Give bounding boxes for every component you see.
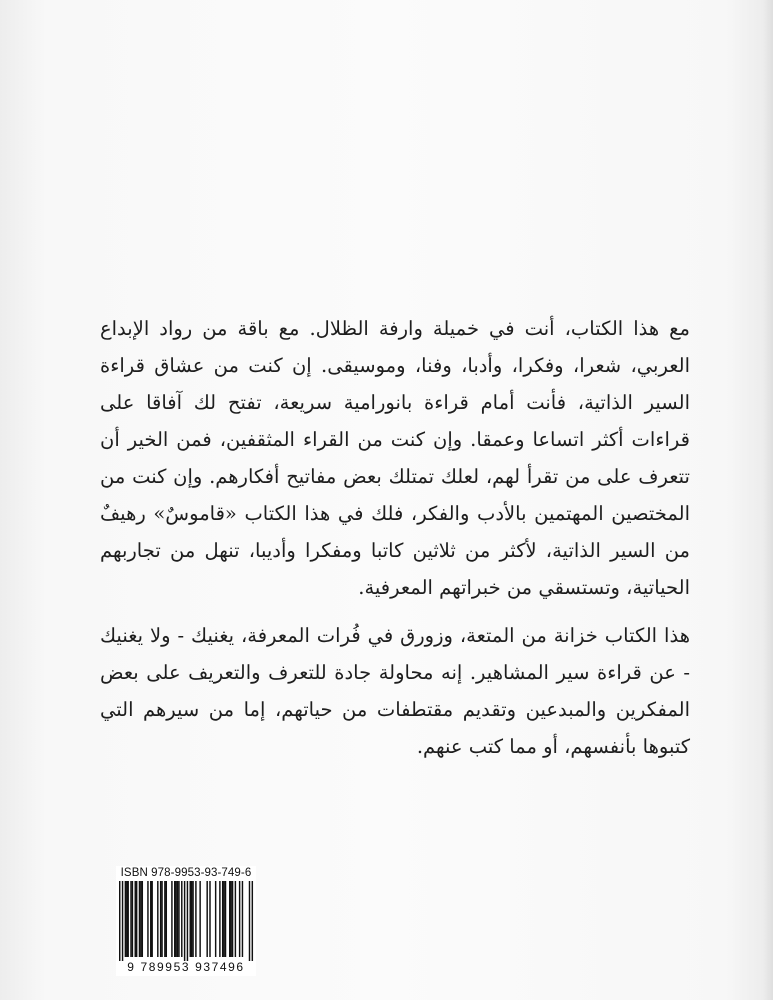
blurb-paragraph-2: هذا الكتاب خزانة من المتعة، وزورق في فُرات المعرفة، يغنيك - ولا يغنيك - عن قراءة سير المشاهير. إنه محاولة جادة للتعرف والتعريف على بعض المفكرين والمبدعين وتقديم مقتطفات من حياتهم، إما من سيرهم التي كتبوها بأنفسهم، أو مما كتب عنهم. xyxy=(100,624,690,758)
barcode-bar xyxy=(190,881,191,957)
barcode-bar xyxy=(164,881,165,957)
barcode-bar xyxy=(177,881,178,957)
barcode-bar xyxy=(229,881,230,957)
page-edge-shadow xyxy=(763,0,773,1000)
barcode-bar xyxy=(181,881,182,957)
barcode-bar xyxy=(150,881,151,957)
barcode-bar xyxy=(199,881,200,957)
barcode-bar xyxy=(232,881,233,957)
barcode-bar xyxy=(191,881,192,957)
barcode-bar xyxy=(239,881,240,957)
barcode-bar xyxy=(135,881,136,957)
barcode-bar xyxy=(140,881,141,957)
barcode-bar xyxy=(209,881,210,957)
barcode-bar xyxy=(122,881,123,961)
barcode-bar xyxy=(127,881,128,957)
barcode-bar xyxy=(132,881,133,957)
isbn-digits: 9 789953 937496 xyxy=(127,960,245,974)
barcode-bar xyxy=(222,881,223,957)
barcode-bar xyxy=(119,881,120,961)
barcode-bar xyxy=(174,881,175,957)
barcode-bar xyxy=(125,881,126,957)
barcode-bar xyxy=(175,881,176,957)
isbn-barcode-block xyxy=(116,866,256,976)
barcode-bar xyxy=(195,881,196,957)
barcode-icon xyxy=(118,881,254,961)
barcode-bar xyxy=(219,881,220,957)
barcode-bar xyxy=(161,881,162,957)
barcode-bar xyxy=(139,881,140,957)
barcode-bar xyxy=(147,881,148,957)
barcode-bar xyxy=(142,881,143,957)
barcode-bar xyxy=(187,881,188,961)
barcode-bar xyxy=(230,881,231,957)
isbn-label: ISBN 978-9953-93-749-6 xyxy=(120,867,252,879)
blurb-paragraph-1: مع هذا الكتاب، أنت في خميلة وارفة الظلال. مع باقة من رواد الإبداع العربي، شعرا، وفكرا، وأدبا، وفنا، وموسيقى. إن كنت من عشاق قراءة السير الذاتية، فأنت أمام قراءة بانورامية سريعة، تفتح لك آفاقا على قراءات أكثر اتساعا وعمقا. وإن كنت من القراء المثقفين، فمن الخير أن تتعرف على من تقرأ لهم، لعلك تمتلك بعض مفاتيح أفكارهم. وإن كنت من المختصين المهتمين بالأدب والفكر، فلك في هذا الكتاب «قاموسٌ» رهيفٌ من السير الذاتية، لأكثر من ثلاثين كاتبا ومفكرا وأديبا، تنهل من تجاربهم الحياتية، وتستسقي من خبراتهم المعرفية. xyxy=(100,317,690,599)
barcode-bar xyxy=(160,881,161,957)
barcode-bar xyxy=(242,881,243,957)
barcode-bar xyxy=(249,881,250,961)
barcode-bar xyxy=(157,881,158,957)
barcode-bar xyxy=(178,881,179,957)
barcode-bar xyxy=(151,881,152,957)
barcode-bar xyxy=(126,881,127,957)
barcode-bar xyxy=(215,881,216,957)
back-cover-blurb xyxy=(100,310,690,776)
barcode-bar xyxy=(171,881,172,957)
barcode-bar xyxy=(252,881,253,961)
barcode-bar xyxy=(184,881,185,961)
barcode-bar xyxy=(136,881,137,957)
barcode-bar xyxy=(206,881,207,957)
barcode-bar xyxy=(192,881,193,957)
barcode-bar xyxy=(225,881,226,957)
barcode-bar xyxy=(223,881,224,957)
barcode-bar xyxy=(235,881,236,957)
barcode-bar xyxy=(166,881,167,957)
barcode-bar xyxy=(130,881,131,957)
